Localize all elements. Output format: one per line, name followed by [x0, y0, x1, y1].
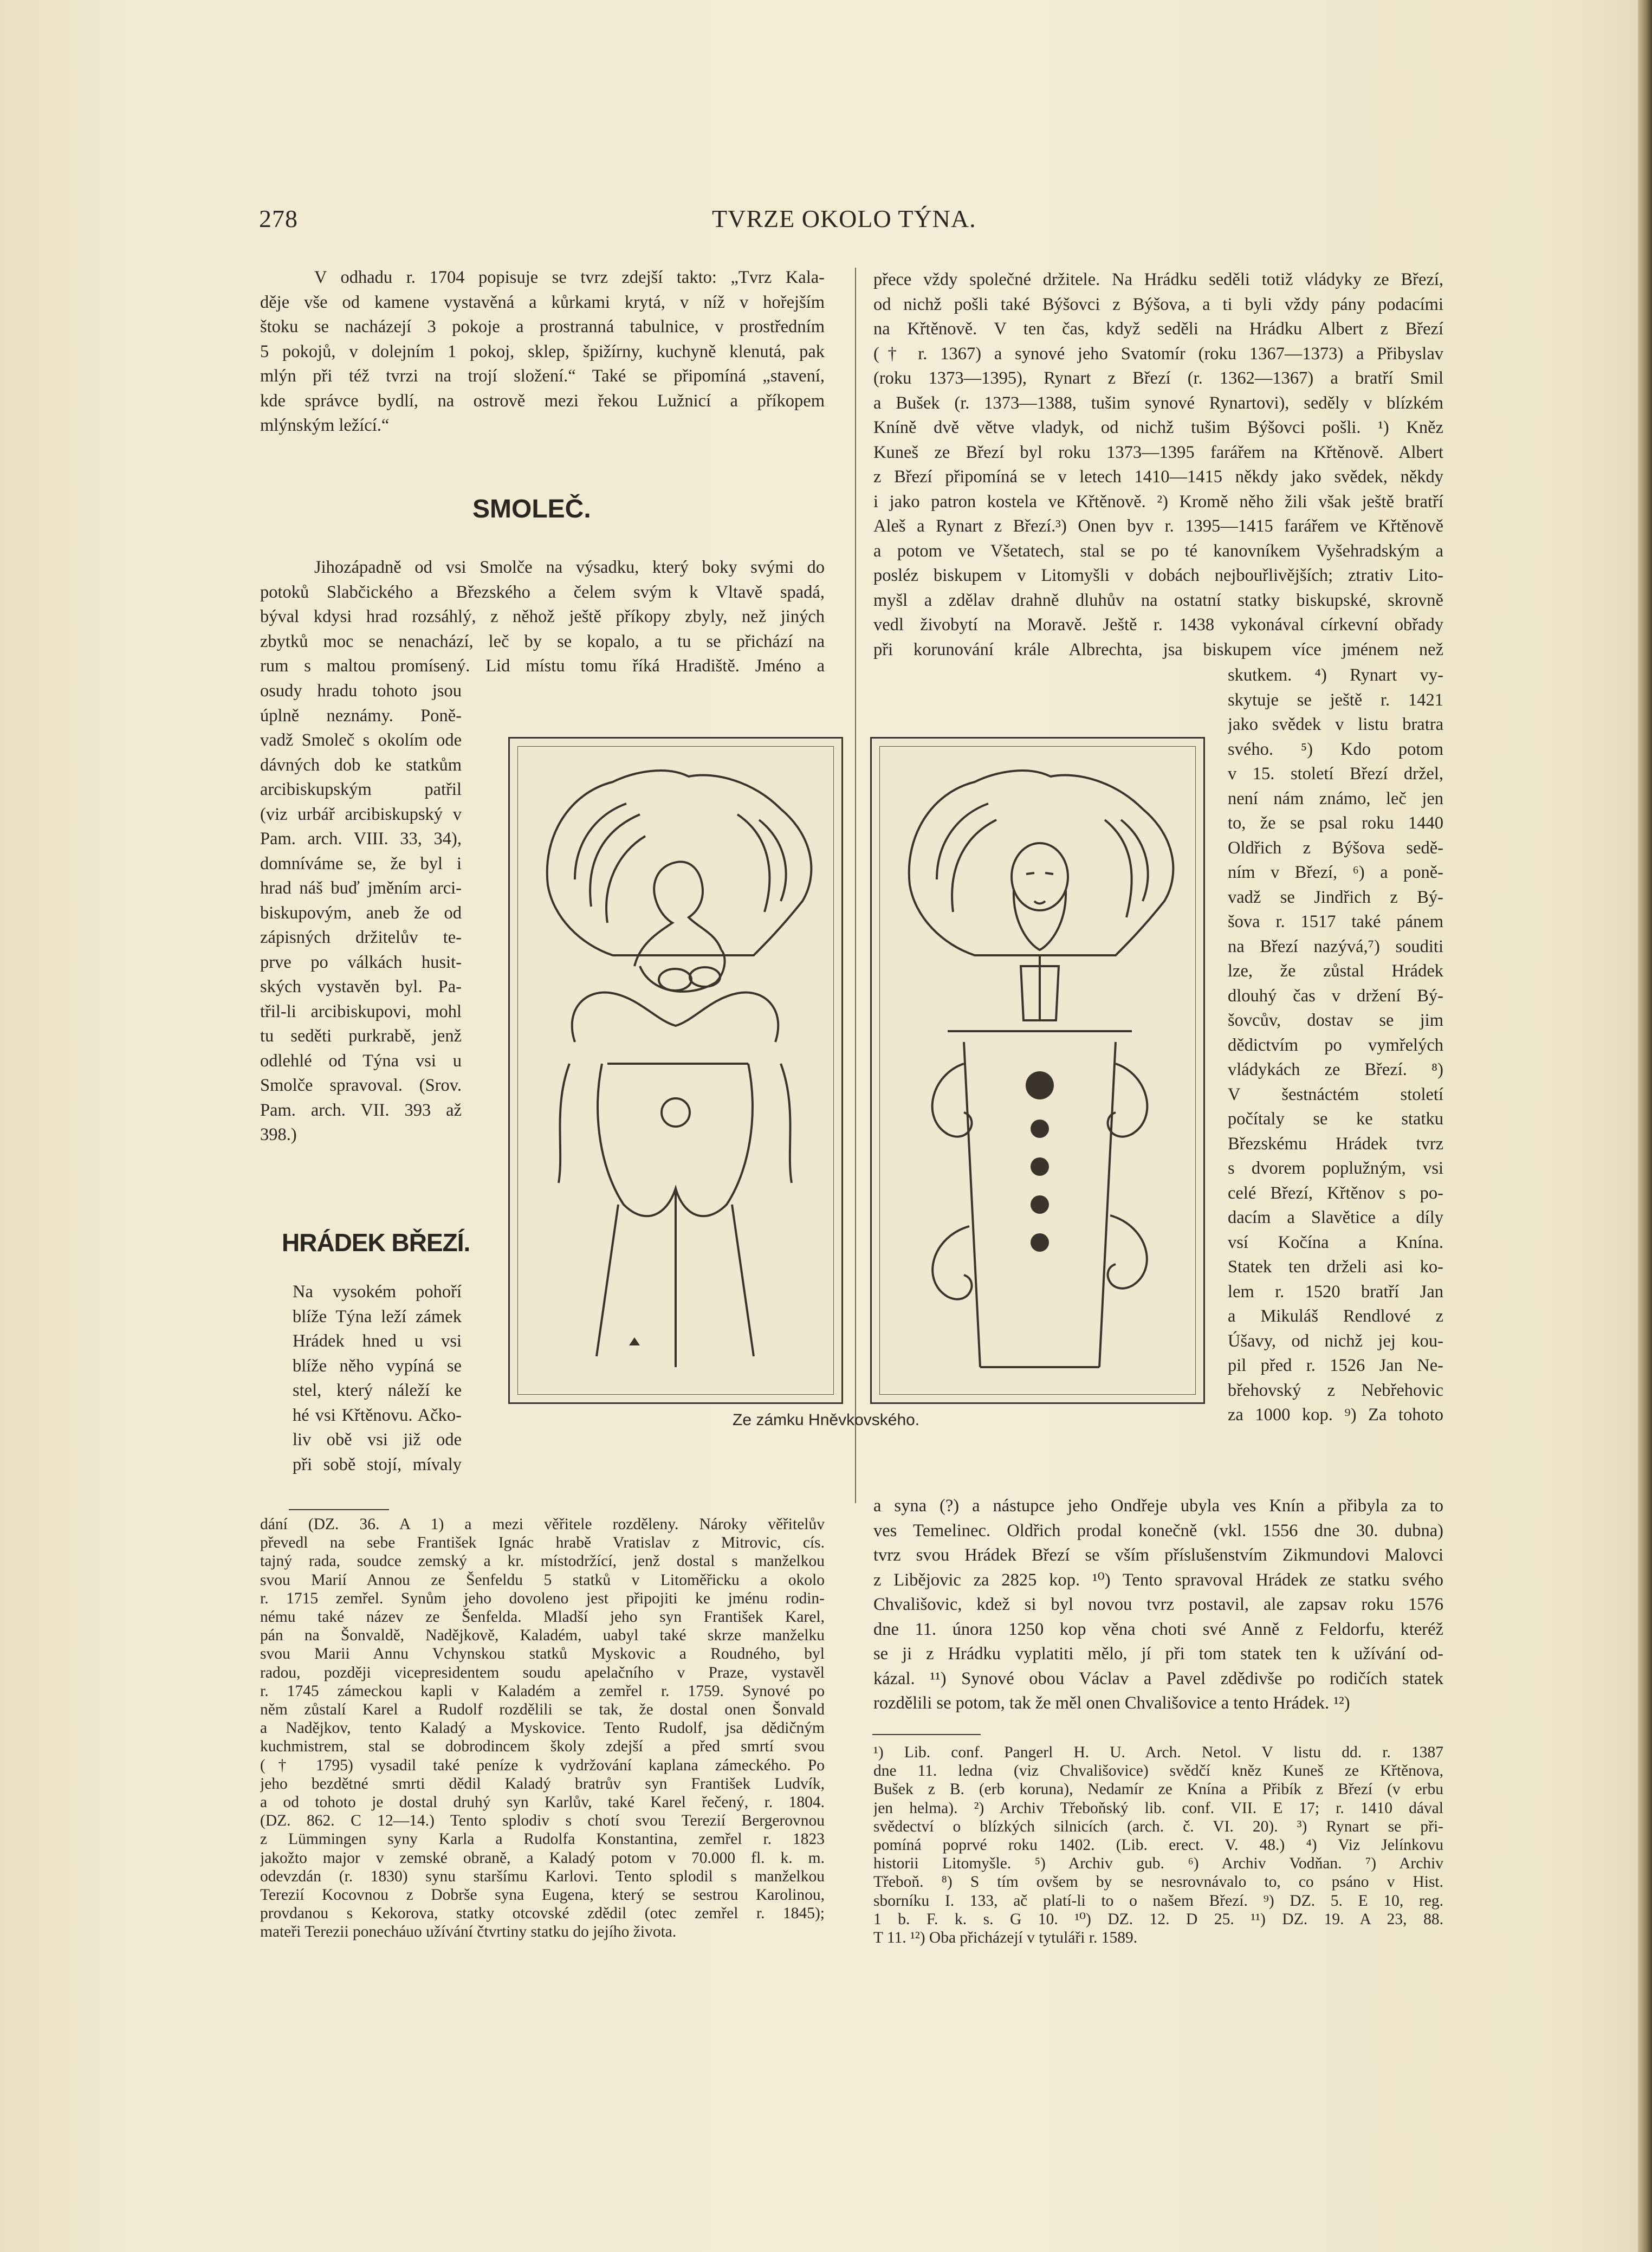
intro-line: děje vše od kamene vystavěná a kůrkami krytá, v níž v hořejším	[260, 292, 825, 312]
smolec-line: rum s maltou promísený. Lid místu tomu říká Hradiště. Jméno a	[260, 656, 825, 676]
hradek-line: stel, který náleží ke	[293, 1381, 462, 1400]
right-narrow-line: lze, že zůstal Hrádek	[1228, 961, 1443, 981]
smolec-narrow-line: arcibiskupským patřil	[260, 780, 462, 799]
smolec-line: potoků Slabčického a Březského a čelem svým k Vltavě spadá,	[260, 582, 825, 602]
hradek-line: při sobě stojí, mívaly	[293, 1454, 462, 1474]
left-footnote-line: a Nadějkov, tento Kaladý a Myskovice. Tento Rudolf, jsa dědičným	[260, 1719, 825, 1737]
right-narrow-line: není nám známo, leč jen	[1228, 788, 1443, 808]
right-footnote-line: ¹) Lib. conf. Pangerl H. U. Arch. Netol. V listu dd. r. 1387	[873, 1744, 1443, 1761]
left-footnote-line: († 1795) vysadil také peníze k vydržování kaplana zámeckého. Po	[260, 1756, 825, 1774]
right-line: (roku 1373—1395), Rynart z Březí (r. 1362—1367) a bratří Smil	[873, 368, 1443, 388]
right-narrow-line: Oldřich z Býšova sedě-	[1228, 838, 1443, 858]
left-footnote-line: (DZ. 862. C 12—14.) Tento splodiv s chotí svou Terezií Bergerovnou	[260, 1812, 825, 1830]
left-footnote-line: jeho bezdětné smrti dědil Kaladý bratrův syn František Ludvík,	[260, 1775, 825, 1792]
right-bottom-line: tvrz svou Hrádek Březí se vším příslušenstvím Zikmundovi Malovci	[873, 1545, 1443, 1565]
right-footnote-line: jen helma). ²) Archiv Třeboňský lib. conf. VII. E 17; r. 1410 dával	[873, 1799, 1443, 1817]
right-footnote-line: sborníku I. 133, ač platí-li to o našem Březí. ⁹) DZ. 5. E 10, reg.	[873, 1892, 1443, 1910]
figure-right-panel	[870, 737, 1205, 1404]
intro-line: mlýn při též tvrzi na trojí složení.“ Také se připomíná „stavení,	[260, 366, 825, 386]
left-footnote-line: nému také název ze Šenfelda. Mladší jeho syn František Karel,	[260, 1608, 825, 1626]
ornament-left-engraving	[510, 739, 841, 1402]
left-footnote-line: jakožto major v zemské obraně, a Kaladý potom v 70.000 fl. k. m.	[260, 1849, 825, 1867]
left-footnote-line: mateři Terezii ponecháuo užívání čtvrtiny statku do jejího života.	[260, 1923, 677, 1941]
hradek-line: liv obě vsi již ode	[293, 1430, 462, 1449]
right-footnote-line: 1 b. F. k. s. G 10. ¹⁰) DZ. 12. D 25. ¹¹) DZ. 19. A 23, 88.	[873, 1910, 1443, 1928]
right-narrow-line: vadž se Jindřich z Bý-	[1228, 887, 1443, 907]
ornament-right-engraving	[872, 739, 1203, 1402]
right-narrow-line: počítaly se ke statku	[1228, 1109, 1443, 1129]
right-footnote-line: T 11. ¹²) Oba přicházejí v tytuláři r. 1589.	[873, 1929, 1138, 1946]
right-bottom-line: z Libějovic za 2825 kop. ¹⁰) Tento spravoval Hrádek ze statku svého	[873, 1570, 1443, 1590]
right-bottom-line: a syna (?) a nástupce jeho Ondřeje ubyla ves Knín a přibyla za to	[873, 1496, 1443, 1516]
right-narrow-line: to, že se psal roku 1440	[1228, 813, 1443, 833]
smolec-narrow-line: prve po válkách husit-	[260, 952, 462, 972]
hradek-line: blíže něho vypíná se	[293, 1356, 462, 1376]
smolec-narrow-line: Pam. arch. VIII. 33, 34),	[260, 829, 462, 849]
right-narrow-line: lem r. 1520 bratří Jan	[1228, 1282, 1443, 1302]
left-footnote-line: svou Marií Annou ze Šenfeldu 5 statků v Litoměřicku a okolo	[260, 1571, 825, 1589]
right-line: († r. 1367) a synové jeho Svatomír (roku 1367—1373) a Přibyslav	[873, 344, 1443, 364]
left-footnote-line: převedl na sebe František Ignác hrabě Vratislav z Mitrovic, cís.	[260, 1534, 825, 1552]
right-footnote-line: Třeboň. ⁸) S tím ovšem by se nesrovnávalo to, co psáno v Hist.	[873, 1873, 1443, 1891]
right-narrow-line: na Březí nazývá,⁷) souditi	[1228, 936, 1443, 956]
figure-caption: Ze zámku Hněvkovského.	[733, 1411, 920, 1429]
right-narrow-line: jako svědek v listu bratra	[1228, 715, 1443, 734]
left-footnote-line: pán na Šonvaldě, Nadějkově, Kaladém, uabyl také skrze manželku	[260, 1627, 825, 1645]
right-line: při korunování krále Albrechta, jsa biskupem více jménem než	[873, 639, 1443, 659]
right-narrow-line: šovcův, dostav se jim	[1228, 1011, 1443, 1030]
right-narrow-line: Úšavy, od nichž jej kou-	[1228, 1331, 1443, 1351]
right-narrow-line: břehovský z Nebřehovic	[1228, 1380, 1443, 1400]
left-footnote-line: r. 1715 zemřel. Synům jeho dovoleno jest připojiti ke jménu rodin-	[260, 1589, 825, 1607]
hradek-line: hé vsi Křtěnovu. Ačko-	[293, 1405, 462, 1425]
left-footnote-line: něm zůstalí Karel a Rudolf rozdělili se tak, že dostal onen Šonvald	[260, 1701, 825, 1718]
left-footnote-line: Terezií Kocovnou z Dobrše syna Eugena, který se sestrou Karolinou,	[260, 1886, 825, 1904]
left-footnote-line: tajný rada, soudce zemský a kr. místodržící, jenž dostal s manželkou	[260, 1552, 825, 1570]
right-footnote-line: dne 11. ledna (viz Chvališovice) svědčí kněz Kuneš ze Křtěnova,	[873, 1762, 1443, 1780]
right-line: a potom ve Všetatech, stal se po té kanovníkem Vyšehradským a	[873, 541, 1443, 561]
smolec-narrow-line: zápisných držitelův te-	[260, 928, 462, 947]
intro-line: kde správce bydlí, na ostrově mezi řekou Lužnicí a příkopem	[260, 391, 825, 411]
smolec-line: zbytků moc se nenachází, leč by se kopalo, a tu se přichází na	[260, 631, 825, 651]
right-narrow-line: V šestnáctém století	[1228, 1084, 1443, 1104]
figure-left-panel	[508, 737, 843, 1404]
smolec-line: býval kdysi hrad rozsáhlý, z něhož ještě příkopy zbyly, než jiných	[260, 607, 825, 626]
right-line: na Křtěnově. V ten čas, když seděli na Hrádku Albert z Březí	[873, 319, 1443, 339]
right-line: Aleš a Rynart z Březí.³) Onen byv r. 1395—1415 farářem ve Křtěnově	[873, 516, 1443, 536]
intro-line: 5 pokojů, v dolejním 1 pokoj, sklep, špižírny, kuchyně klenutá, pak	[260, 341, 825, 361]
right-bottom-line: rozdělili se potom, tak že měl onen Chvališovice a tento Hrádek. ¹²)	[873, 1693, 1350, 1713]
smolec-line: Jihozápadně od vsi Smolče na výsadku, který boky svými do	[314, 558, 825, 577]
right-narrow-line: dědictvím po vymřelých	[1228, 1035, 1443, 1055]
hradek-line: Na vysokém pohoří	[293, 1282, 462, 1302]
smolec-narrow-line: dávných dob ke statkům	[260, 755, 462, 775]
smolec-narrow-line: Pam. arch. VII. 393 až	[260, 1100, 462, 1120]
right-line: a Bušek (r. 1373—1388, tušim synové Rynartovi), seděly v blízkém	[873, 393, 1443, 413]
right-narrow-line: dlouhý čas v držení Bý-	[1228, 986, 1443, 1006]
right-line: myšl a zdělav drahně dluhův na ostatní statky biskupské, skrovně	[873, 590, 1443, 610]
right-footnote-line: pomíná poprvé roku 1402. (Lib. erect. V. 48.) ⁴) Viz Jelínkovu	[873, 1836, 1443, 1854]
right-bottom-line: kázal. ¹¹) Synové obou Václav a Pavel zdědivše po rodičích statek	[873, 1668, 1443, 1688]
right-line: Kníně dvě větve vladyk, od nichž tušim Býšovci pošli. ¹) Kněz	[873, 418, 1443, 437]
right-footnote-line: svědectví o blízkých silnicích (arch. č. VI. 20). ³) Rynart se při-	[873, 1817, 1443, 1835]
left-footnote-line: z Lümmingen syny Karla a Rudolfa Konstantina, zemřel r. 1823	[260, 1830, 825, 1848]
left-footnote-line: radou, později vicepresidentem soudu apelačního v Praze, vystavěl	[260, 1664, 825, 1681]
right-narrow-line: celé Březí, Křtěnov s po-	[1228, 1183, 1443, 1203]
right-narrow-line: Statek ten drželi asi ko-	[1228, 1257, 1443, 1277]
left-footnote-line: r. 1745 zámeckou kapli v Kaladém a zemřel r. 1759. Synové po	[260, 1682, 825, 1700]
right-narrow-line: svého. ⁵) Kdo potom	[1228, 739, 1443, 759]
intro-line: V odhadu r. 1704 popisuje se tvrz zdejší takto: „Tvrz Kala-	[314, 268, 825, 287]
right-bottom-line: ves Temelinec. Oldřich prodal konečně (vkl. 1556 dne 30. dubna)	[873, 1520, 1443, 1541]
left-footnote-line: provdanou s Kekorova, statky otcovské zdědil (otec zemřel r. 1845);	[260, 1905, 825, 1923]
smolec-narrow-line: hrad náš buď jměním arci-	[260, 878, 462, 898]
book-spine-edge	[1638, 0, 1652, 2252]
right-narrow-line: v 15. století Březí držel,	[1228, 764, 1443, 784]
hradek-line: Hrádek hned u vsi	[293, 1331, 462, 1351]
right-line: přece vždy společné držitele. Na Hrádku seděli totiž vládyky ze Březí,	[873, 270, 1443, 289]
smolec-narrow-line: vadž Smoleč s okolím ode	[260, 730, 462, 750]
right-narrow-line: šova r. 1517 také pánem	[1228, 912, 1443, 931]
smolec-narrow-line: 398.)	[260, 1125, 297, 1144]
right-line: od nichž pošli také Býšovci z Býšova, a ti byli vždy pány podacími	[873, 294, 1443, 314]
smolec-narrow-line: odlehlé od Týna vsi u	[260, 1051, 462, 1071]
column-separator	[855, 268, 856, 1503]
right-narrow-line: dacím a Slavětice a díly	[1228, 1208, 1443, 1227]
right-narrow-line: skytuje se ještě r. 1421	[1228, 690, 1443, 710]
left-footnote-line: dání (DZ. 36. A 1) a mezi věřitele rozděleny. Nároky věřitelův	[260, 1516, 825, 1533]
smolec-narrow-line: osudy hradu tohoto jsou	[260, 681, 462, 701]
right-line: posléz biskupem v Litomyšli v dobách nejbouřlivějších; ztrativ Lito-	[873, 566, 1443, 585]
smolec-narrow-line: ských vystavěn byl. Pa-	[260, 977, 462, 996]
smolec-narrow-line: biskupovým, aneb že od	[260, 903, 462, 923]
intro-line: mlýnským ležící.“	[260, 416, 390, 435]
right-bottom-line: se ji z Hrádku vyplatiti mělo, jí při tom statek ten k užívání od-	[873, 1644, 1443, 1664]
left-footnote-line: a od tohoto je dostal druhý syn Karlův, také Karel řečený, r. 1804.	[260, 1794, 825, 1811]
intro-line: štoku se nacházejí 3 pokoje a prostranná tabulnice, v prostředním	[260, 317, 825, 336]
left-footnote-line: kuchmistrem, stal se dobrodincem školy zdejší a před smrtí svou	[260, 1738, 825, 1756]
right-line: i jako patron kostela ve Křtěnově. ²) Kromě něho žili však ještě bratří	[873, 491, 1443, 512]
right-narrow-line: ním v Březí, ⁶) a poně-	[1228, 863, 1443, 882]
right-line: z Březí připomíná se v letech 1410—1415 někdy jako svědek, někdy	[873, 467, 1443, 487]
right-footnote-rule	[872, 1734, 981, 1735]
smolec-narrow-line: tu seděti purkrabě, jenž	[260, 1026, 462, 1046]
right-line: Kuneš ze Březí byl roku 1373—1395 farářem na Křtěnově. Albert	[873, 442, 1443, 462]
right-footnote-line: Bušek z B. (erb koruna), Nedamír ze Knína a Přibík z Březí (v erbu	[873, 1781, 1443, 1798]
smolec-narrow-line: třil-li arcibiskupovi, mohl	[260, 1001, 462, 1021]
right-line: vedl živobytí na Moravě. Ještě r. 1438 vykonával církevní obřady	[873, 615, 1443, 635]
running-title: TVRZE OKOLO TÝNA.	[712, 205, 976, 232]
right-bottom-line: dne 11. února 1250 kop věna choti své Anně z Feldorfu, kteréž	[873, 1619, 1443, 1639]
right-narrow-line: vsí Kočína a Knína.	[1228, 1232, 1443, 1252]
right-narrow-line: s dvorem poplužným, vsi	[1228, 1159, 1443, 1178]
left-footnote-line: odevzdán (r. 1830) synu staršímu Karlovi. Tento splodil s manželkou	[260, 1867, 825, 1885]
heading-smolec: SMOLEČ.	[472, 495, 591, 523]
page-number: 278	[259, 205, 298, 232]
right-narrow-line: vládykách ze Březí. ⁸)	[1228, 1060, 1443, 1079]
right-bottom-line: Chvališovic, kdež si byl novou tvrz postavil, ale zapsav roku 1576	[873, 1595, 1443, 1614]
smolec-narrow-line: úplně neznámy. Poně-	[260, 706, 462, 726]
right-narrow-line: a Mikuláš Rendlové z	[1228, 1306, 1443, 1326]
right-footnote-line: historii Litomyšle. ⁵) Archiv gub. ⁶) Archiv Vodňan. ⁷) Archiv	[873, 1855, 1443, 1873]
right-narrow-line: za 1000 kop. ⁹) Za tohoto	[1228, 1405, 1443, 1425]
heading-hradek-brezi: HRÁDEK BŘEZÍ.	[282, 1228, 470, 1257]
right-narrow-line: Březskému Hrádek tvrz	[1228, 1134, 1443, 1154]
right-narrow-line: pil před r. 1526 Jan Ne-	[1228, 1356, 1443, 1375]
left-footnote-rule	[289, 1509, 389, 1510]
smolec-narrow-line: (viz urbář arcibiskupský v	[260, 804, 462, 824]
hradek-line: blíže Týna leží zámek	[293, 1306, 462, 1326]
smolec-narrow-line: Smolče spravoval. (Srov.	[260, 1076, 462, 1095]
right-narrow-line: skutkem. ⁴) Rynart vy-	[1228, 665, 1443, 685]
left-footnote-line: svou Marii Annu Vchynskou statků Myskovic a Roudného, byl	[260, 1645, 825, 1663]
smolec-narrow-line: domníváme se, že byl i	[260, 853, 462, 873]
